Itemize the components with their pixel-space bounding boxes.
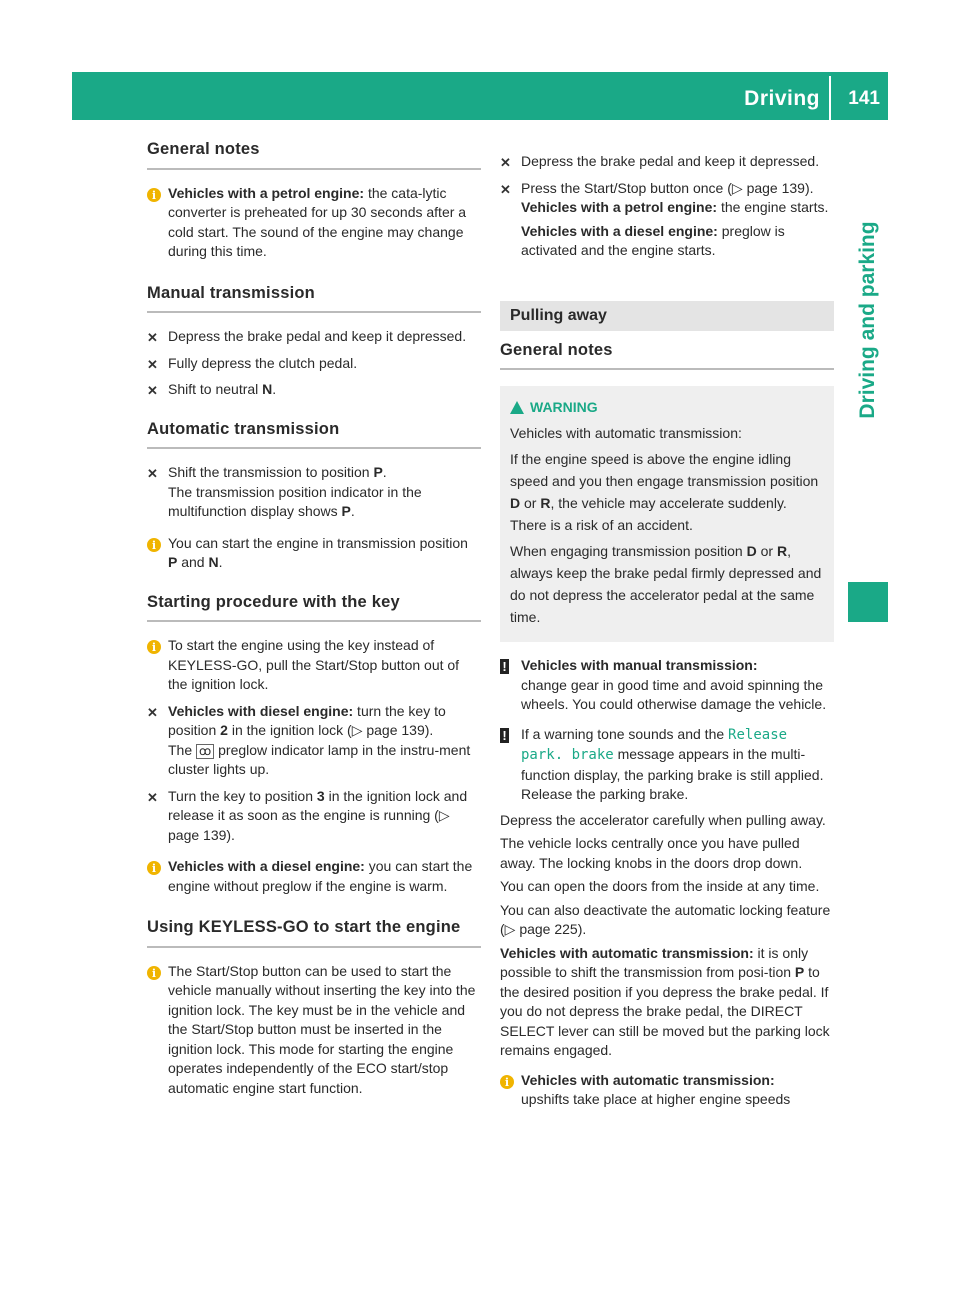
step: ✕ Depress the brake pedal and keep it depressed. xyxy=(147,328,467,345)
info-icon: i xyxy=(500,1075,514,1089)
step: ✕ Shift to neutral N. xyxy=(147,381,277,398)
arrow-icon: ✕ xyxy=(500,155,511,170)
info-note: i You can start the engine in transmission position P and N. xyxy=(147,534,481,573)
left-column xyxy=(147,140,481,1104)
page-header xyxy=(72,72,888,120)
heading-automatic-transmission: Automatic transmission xyxy=(147,420,481,450)
heading-general-notes: General notes xyxy=(147,140,481,170)
heading-general-notes-2: General notes xyxy=(500,341,834,371)
page-reference[interactable]: ▷ page 139). xyxy=(351,722,434,738)
chapter-title: Driving xyxy=(744,87,820,110)
step: ✕ Shift the transmission to position P. The transmission position indicator in the multifunction display shows P. xyxy=(147,464,422,519)
step: ✕ Depress the brake pedal and keep it depressed. xyxy=(500,153,820,170)
arrow-icon: ✕ xyxy=(147,356,158,372)
arrow-icon: ✕ xyxy=(147,466,158,481)
info-icon: i xyxy=(147,640,161,654)
info-icon: i xyxy=(147,861,161,875)
arrow-icon: ✕ xyxy=(147,789,158,805)
arrow-icon: ✕ xyxy=(147,704,158,720)
warning-triangle-icon xyxy=(510,401,524,414)
caution-note: ! Vehicles with manual transmission: change gear in good time and avoid spinning the wheels. You could otherwise damage the vehicle. xyxy=(500,656,834,715)
exclamation-icon: ! xyxy=(500,659,509,674)
section-title-pulling-away: Pulling away xyxy=(500,301,834,331)
info-note: i Vehicles with automatic transmission: upshifts take place at higher engine speeds xyxy=(500,1071,834,1110)
step: ✕ Fully depress the clutch pedal. xyxy=(147,354,358,372)
arrow-icon: ✕ xyxy=(147,330,158,345)
caution-note: ! If a warning tone sounds and the Release park. brake message appears in the multi-function display, the parking brake is still applied. Release the parking brake. xyxy=(500,725,834,805)
arrow-icon: ✕ xyxy=(147,383,158,398)
info-note: i To start the engine using the key instead of KEYLESS-GO, pull the Start/Stop button out of the ignition lock. xyxy=(147,636,481,695)
info-icon: i xyxy=(147,966,161,980)
heading-keyless-go: Using KEYLESS-GO to start the engine xyxy=(147,918,481,948)
right-column: ✕ Depress the brake pedal and keep it depressed. ✕ Press the Start/Stop button once (▷ page 139). Vehicles with a petrol engine: the engine starts. Vehicles with a diesel engine: preglow is activated and the engine starts. Pulling away General notes WARNING Vehicles with automatic transmission: If the engine speed is above the engine idling speed and you then engage transmission position D or R, the vehicle may accelerate suddenly. There is a risk of an accident. When engaging transmission position D or R, always keep the brake pedal firmly depressed and do not depress the accelerator pedal at the same time. ! Vehicles with manual transmission: change gear in good time and avoid spinning the wheels. You could otherwise damage the vehicle. ! If a warning tone sounds and the Release park. brake message appears in the multi-function display, the parking brake is still applied. Release the parking brake. Depress the accelerator carefully when pulling away. The vehicle locks centrally once you have pulled away. The locking knobs in the doors drop down. You can open the doors from the inside at any time. You can also deactivate the automatic locking feature (▷ page 225). Vehicles with automatic transmission: it is only possible to shift the transmission from posi-tion P to the desired position if you depress the brake pedal. If you do not depress the brake pedal, the DIRECT SELECT lever can still be moved but the parking lock remains engaged. i Vehicles with automatic transmission: upshifts take place at higher engine speeds xyxy=(500,152,834,1116)
side-tab xyxy=(848,120,888,564)
heading-manual-transmission: Manual transmission xyxy=(147,284,481,314)
exclamation-icon: ! xyxy=(500,728,509,743)
info-icon: i xyxy=(147,538,161,552)
info-note: i Vehicles with a petrol engine: the cata-lytic converter is preheated for up 30 seconds after a cold start. The sound of the engine may change during this time. xyxy=(147,184,481,262)
step: ✕ Turn the key to position 3 in the ignition lock and release it as soon as the engine is running (▷ page 139). xyxy=(147,787,468,843)
step: ✕ Press the Start/Stop button once (▷ page 139). Vehicles with a petrol engine: the engine starts. Vehicles with a diesel engine: preglow is activated and the engine starts. xyxy=(500,179,829,258)
arrow-icon: ✕ xyxy=(500,181,511,197)
page-reference[interactable]: ▷ page 139). xyxy=(168,807,450,843)
side-marker xyxy=(848,582,888,622)
page-reference[interactable]: ▷ page 225). xyxy=(504,921,587,937)
page-reference[interactable]: ▷ page 139). xyxy=(731,179,814,196)
preglow-lamp-icon: ꝏ xyxy=(196,744,214,759)
heading-starting-procedure: Starting procedure with the key xyxy=(147,593,481,623)
header-divider xyxy=(829,76,831,120)
display-message: Release park. brake xyxy=(521,726,788,763)
warning-box: WARNING Vehicles with automatic transmission: If the engine speed is above the engine idling speed and you then engage transmission position D or R, the vehicle may accelerate suddenly. There is a risk of an accident. When engaging transmission position D or R, always keep the brake pedal firmly depressed and do not depress the accelerator pedal at the same time. xyxy=(500,386,834,642)
side-tab-label: Driving and parking xyxy=(856,221,879,419)
info-note: i The Start/Stop button can be used to start the vehicle manually without inserting the key into the ignition lock. The key must be in the vehicle and the Start/Stop button must be inserted in the ignition lock. This mode for starting the engine operates independently of the ECO start/stop automatic engine start function. xyxy=(147,962,481,1099)
info-icon: i xyxy=(147,188,161,202)
page-number: 141 xyxy=(848,88,880,109)
step: ✕ Vehicles with diesel engine: turn the key to position 2 in the ignition lock (▷ page 139). The ꝏ preglow indicator lamp in the instru-ment cluster lights up. xyxy=(147,702,471,777)
warning-title: WARNING xyxy=(530,399,598,415)
info-note: i Vehicles with a diesel engine: you can start the engine without preglow if the engine is warm. xyxy=(147,857,481,896)
